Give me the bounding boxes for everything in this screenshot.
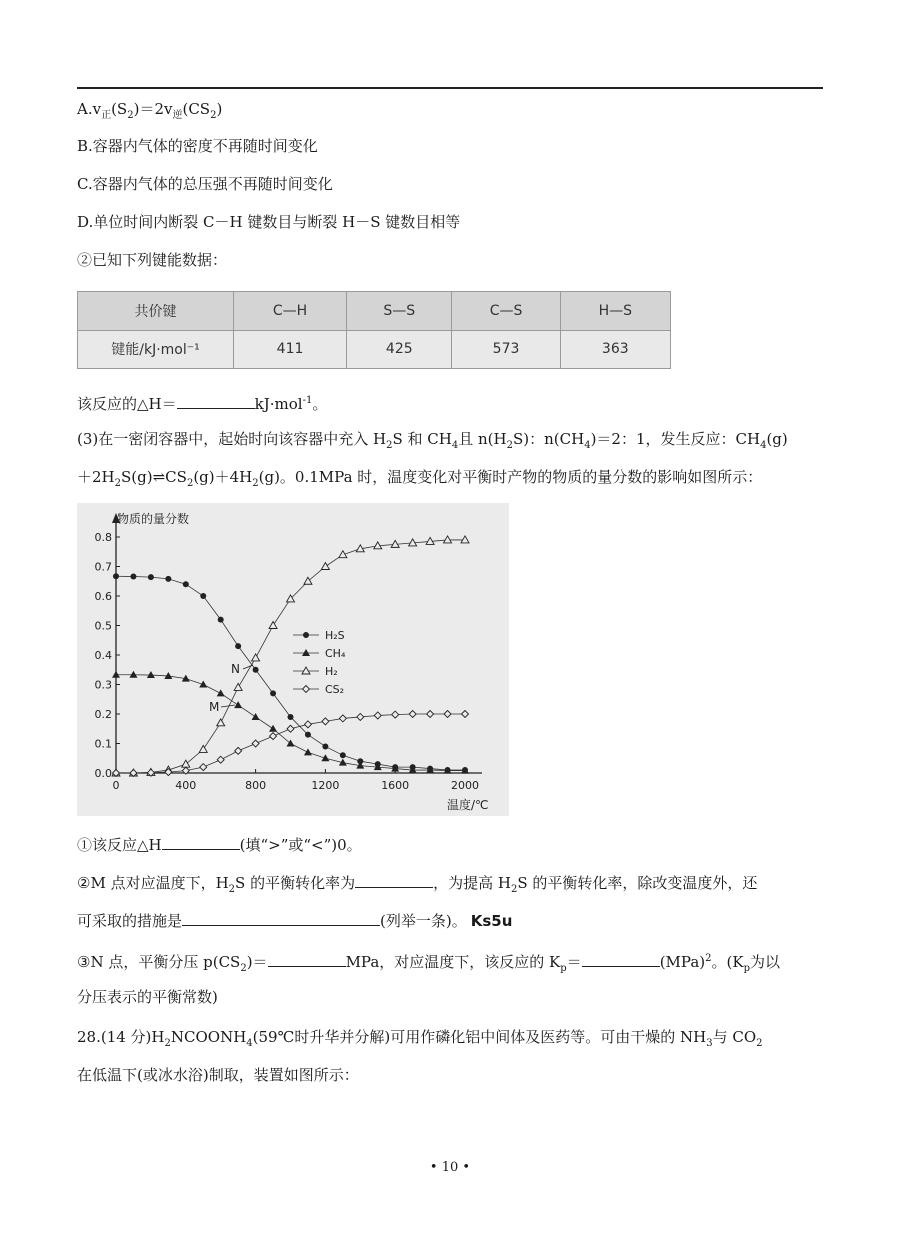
answer-blank[interactable] bbox=[182, 911, 380, 926]
series-line bbox=[116, 675, 465, 771]
legend-item bbox=[293, 665, 338, 678]
point-marker bbox=[304, 721, 311, 728]
y-axis-label: 物质的量分数 bbox=[117, 512, 190, 526]
point-marker bbox=[200, 593, 206, 599]
point-marker bbox=[302, 649, 310, 656]
legend-label: CH₄ bbox=[325, 647, 346, 660]
point-marker bbox=[392, 711, 399, 718]
point-marker bbox=[183, 581, 189, 587]
point-marker bbox=[217, 719, 225, 726]
point-marker bbox=[182, 760, 190, 767]
point-marker bbox=[269, 622, 277, 629]
legend-item bbox=[293, 647, 346, 660]
annotation-m-leader bbox=[221, 705, 235, 707]
point-marker bbox=[287, 725, 294, 732]
point-marker bbox=[339, 551, 347, 558]
point-marker bbox=[234, 701, 242, 708]
point-marker bbox=[302, 667, 310, 674]
chart-ticks bbox=[95, 531, 480, 792]
point-marker bbox=[113, 573, 119, 579]
chart-svg bbox=[77, 503, 509, 816]
page-number: • 10 • bbox=[429, 1160, 471, 1175]
point-marker bbox=[322, 743, 328, 749]
answer-blank[interactable] bbox=[355, 873, 433, 888]
legend-item bbox=[293, 683, 344, 696]
bond-table-row bbox=[78, 330, 671, 369]
sub-question-3-line-2: 分压表示的平衡常数) bbox=[77, 988, 218, 1006]
legend-label: CS₂ bbox=[325, 683, 345, 696]
y-tick-label: 0.3 bbox=[94, 678, 112, 692]
bond-header-cell: C—S bbox=[452, 292, 560, 331]
point-marker bbox=[270, 690, 276, 696]
x-axis-label: 温度/℃ bbox=[447, 798, 489, 812]
point-marker bbox=[147, 671, 155, 678]
bond-value-cell: 411 bbox=[234, 330, 347, 369]
bond-value-cell: 425 bbox=[347, 330, 452, 369]
bond-header-cell: S—S bbox=[347, 292, 452, 331]
question-2-intro: ②已知下列键能数据： bbox=[77, 251, 228, 269]
annotation-n: N bbox=[231, 662, 240, 676]
question-3-line-2: $+2H_2S(g)\rightleftharpoons CS_2(g)+4H_2(g)$。0.1MPa 时，温度变化对平衡时产物的物质的量分数的影响如图所示： bbox=[77, 468, 763, 489]
point-marker bbox=[252, 654, 260, 661]
point-marker bbox=[374, 712, 381, 719]
bond-value-cell: 573 bbox=[452, 330, 560, 369]
x-tick-label: 400 bbox=[175, 779, 197, 792]
point-marker bbox=[270, 733, 277, 740]
option-a: $A.v_正(S_2)=2v_逆(CS_2)$ bbox=[77, 100, 223, 121]
sub-question-1: ①该反应△H (填“>”或“<”)0。 bbox=[77, 836, 362, 854]
legend-item bbox=[293, 629, 345, 642]
bond-header-cell: H—S bbox=[560, 292, 670, 331]
answer-blank[interactable] bbox=[162, 835, 240, 850]
option-b: B.容器内气体的密度不再随时间变化 bbox=[77, 137, 318, 155]
point-marker bbox=[165, 576, 171, 582]
answer-blank[interactable] bbox=[582, 952, 660, 967]
point-marker bbox=[321, 754, 329, 761]
delta-h-line: 该反应的△H＝ kJ·mol$^{-1}$。 bbox=[77, 395, 328, 413]
answer-blank[interactable] bbox=[268, 952, 346, 967]
option-c: C.容器内气体的总压强不再随时间变化 bbox=[77, 175, 333, 193]
point-marker bbox=[269, 725, 277, 732]
y-tick-label: 0.2 bbox=[94, 708, 112, 721]
point-marker bbox=[199, 745, 207, 752]
point-marker bbox=[200, 764, 207, 771]
point-marker bbox=[130, 574, 136, 580]
y-tick-label: 0.8 bbox=[94, 531, 112, 544]
y-tick-label: 0.0 bbox=[94, 767, 112, 780]
question-28-line-2: 在低温下(或冰水浴)制取，装置如图所示： bbox=[77, 1066, 359, 1084]
equilibrium-arrow-icon: ⇌ bbox=[152, 468, 166, 486]
y-tick-label: 0.5 bbox=[94, 619, 112, 633]
point-marker bbox=[304, 748, 312, 755]
point-marker bbox=[217, 689, 225, 696]
x-tick-label: 800 bbox=[245, 779, 267, 792]
x-tick-label: 2000 bbox=[451, 779, 479, 792]
option-d: D.单位时间内断裂 C－H 键数目与断裂 H－S 键数目相等 bbox=[77, 213, 461, 231]
point-marker bbox=[357, 713, 364, 720]
point-marker bbox=[252, 740, 259, 747]
point-marker bbox=[218, 617, 224, 623]
point-marker bbox=[409, 711, 416, 718]
point-marker bbox=[321, 563, 329, 570]
bond-table-header bbox=[78, 292, 671, 331]
mole-fraction-chart bbox=[77, 503, 509, 816]
annotation-n-leader bbox=[243, 665, 253, 669]
x-tick-label: 1600 bbox=[381, 779, 410, 792]
top-rule bbox=[77, 87, 823, 89]
point-marker bbox=[427, 711, 434, 718]
point-marker bbox=[112, 671, 120, 678]
sub-question-2-line-1: ②M 点对应温度下，$H_2S$ 的平衡转化率为 ，为提高 $H_2S$ 的平衡转化率，除改变温度外，还 bbox=[77, 874, 758, 895]
chart-axes bbox=[112, 513, 482, 773]
point-marker bbox=[235, 747, 242, 754]
x-tick-label: 0 bbox=[112, 779, 120, 792]
point-marker bbox=[253, 667, 259, 673]
series-line bbox=[116, 540, 465, 773]
point-marker bbox=[305, 732, 311, 738]
chart-series bbox=[112, 536, 469, 777]
series-1 bbox=[112, 671, 469, 774]
point-marker bbox=[444, 536, 452, 543]
point-marker bbox=[288, 714, 294, 720]
point-marker bbox=[322, 718, 329, 725]
bond-value-cell: 363 bbox=[560, 330, 670, 369]
point-marker bbox=[462, 711, 469, 718]
point-marker bbox=[148, 574, 154, 580]
point-marker bbox=[303, 686, 310, 693]
question-28-line-1: 28.(14 分)$H_2NCOONH_4(59℃$时升华并分解)可用作磷化铝中间体及医药等。可由干燥的 $NH_3$与 $CO_2$ bbox=[77, 1028, 763, 1049]
chart-legend bbox=[293, 629, 346, 696]
point-marker bbox=[235, 643, 241, 649]
legend-label: H₂S bbox=[325, 629, 345, 642]
point-marker bbox=[304, 577, 312, 584]
bond-header-cell: C—H bbox=[234, 292, 347, 331]
point-marker bbox=[217, 756, 224, 763]
point-marker bbox=[234, 683, 242, 690]
y-tick-label: 0.4 bbox=[94, 649, 112, 662]
point-marker bbox=[303, 632, 309, 638]
bond-row-label: 键能/kJ·mol⁻¹ bbox=[78, 330, 234, 369]
point-marker bbox=[340, 752, 346, 758]
answer-blank[interactable] bbox=[177, 394, 255, 409]
point-marker bbox=[129, 671, 137, 678]
y-tick-label: 0.1 bbox=[94, 737, 112, 751]
legend-label: H₂ bbox=[325, 665, 338, 678]
sub-question-3-line-1: ③N 点，平衡分压 $p(CS_2)=$ MPa，对应温度下，该反应的 $K_p= (MPa)^2$。($K_p$为以 bbox=[77, 953, 780, 974]
point-marker bbox=[199, 681, 207, 688]
bond-header-cell: 共价键 bbox=[78, 292, 234, 331]
point-marker bbox=[287, 740, 295, 747]
point-marker bbox=[461, 536, 469, 543]
sub-question-2-line-2: 可采取的措施是 (列举一条)。 Ks5u bbox=[77, 912, 513, 930]
x-tick-label: 1200 bbox=[311, 779, 340, 792]
point-marker bbox=[252, 713, 260, 720]
watermark-mark: Ks5u bbox=[470, 912, 513, 930]
annotation-m: M bbox=[209, 700, 220, 714]
y-tick-label: 0.6 bbox=[94, 590, 112, 603]
point-marker bbox=[339, 715, 346, 722]
bond-energy-table bbox=[77, 291, 671, 369]
y-tick-label: 0.7 bbox=[94, 560, 112, 574]
point-marker bbox=[444, 711, 451, 718]
question-3-line-1: (3)在一密闭容器中，起始时向该容器中充入 $H_2S$ 和 $CH_4$且 $n(H_2S)$：$n(CH_4)=2$：1，发生反应：$CH_4(g)$ bbox=[77, 430, 788, 451]
